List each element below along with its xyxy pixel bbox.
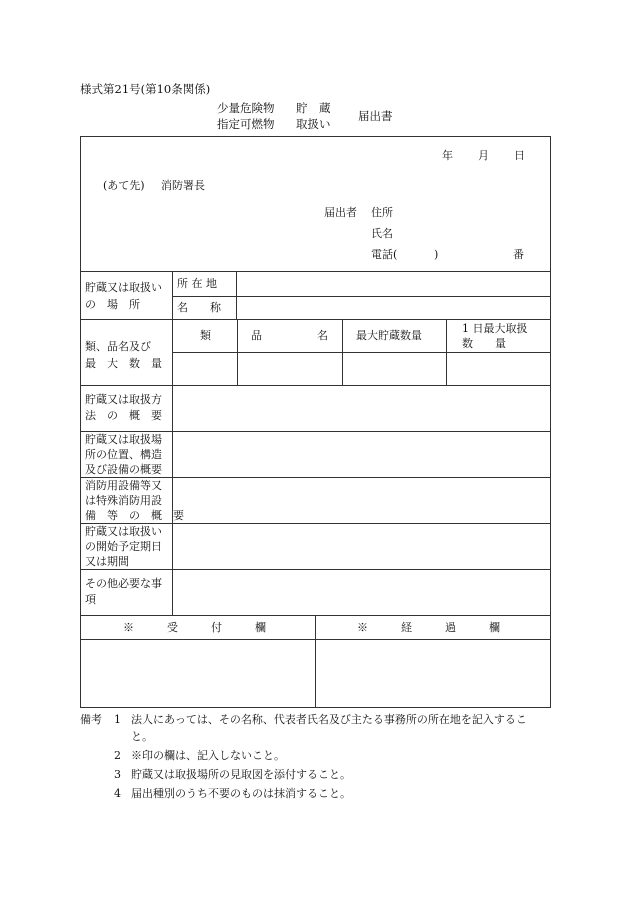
- note-2: ※印の欄は、記入しないこと。: [131, 749, 285, 762]
- notes-heading: 備考: [80, 713, 102, 726]
- facility-label-3: 及び設備の概要: [85, 463, 162, 476]
- facility-label-1: 貯蔵又は取扱場: [85, 433, 162, 446]
- col-item: 品: [251, 329, 262, 342]
- reception-field[interactable]: [81, 640, 314, 707]
- start-label-1: 貯蔵又は取扱い: [85, 525, 162, 538]
- method-label-1: 貯蔵又は取扱方: [85, 393, 162, 406]
- note-1: 法人にあっては、その名称、代表者氏名及び主たる事務所の所在地を記入するこ: [131, 713, 527, 726]
- title-type-2: 指定可燃物: [217, 117, 275, 131]
- phone-label: 電話(: [371, 248, 398, 261]
- method-label-2: 法 の 概 要: [85, 409, 162, 422]
- name-label: 氏名: [371, 227, 393, 240]
- other-label-1: その他必要な事: [85, 577, 162, 590]
- title-action-1: 貯 蔵: [296, 101, 331, 115]
- title-type-1: 少量危険物: [217, 101, 275, 115]
- col-type: 類: [200, 329, 211, 342]
- col-daily-1: 1 日最大取扱: [462, 322, 528, 335]
- date-year: 年: [442, 149, 453, 162]
- note-1-cont: と。: [131, 730, 153, 743]
- note-4: 届出種別のうち不要のものは抹消すること。: [131, 787, 351, 800]
- qty-label-2: 最 大 数 量: [85, 357, 162, 370]
- progress-header: ※ 経 過 欄: [357, 621, 500, 634]
- form-number: 様式第21号(第10条関係): [80, 82, 211, 96]
- start-label-3: 又は期間: [85, 555, 129, 568]
- submitter-label: 届出者: [324, 206, 357, 219]
- col-max-storage: 最大貯蔵数量: [356, 329, 422, 342]
- note-2-num: 2: [114, 749, 121, 762]
- title-notice: 届出書: [358, 109, 393, 123]
- phone-suffix: 番: [513, 248, 524, 261]
- phone-close: ): [434, 248, 439, 261]
- address-label: 住所: [371, 206, 393, 219]
- addressee: 消防署長: [161, 179, 205, 192]
- facility-name-label: 名 称: [177, 301, 221, 314]
- col-item-2: 名: [317, 329, 328, 342]
- facility-label-2: 所の位置、構造: [85, 448, 162, 461]
- progress-field[interactable]: [316, 640, 550, 707]
- notification-form: [80, 136, 551, 708]
- location-label: 所 在 地: [177, 277, 217, 290]
- addressee-prefix: (あて先): [103, 179, 145, 192]
- fire-label-3: 備 等 の 概 要: [85, 509, 184, 522]
- title-action-2: 取扱い: [296, 117, 331, 131]
- fire-label-2: は特殊消防用設: [85, 494, 162, 507]
- other-label-2: 項: [85, 593, 96, 606]
- note-4-num: 4: [114, 787, 121, 800]
- fire-label-1: 消防用設備等又: [85, 479, 162, 492]
- date-month: 月: [478, 149, 489, 162]
- reception-header: ※ 受 付 欄: [123, 621, 266, 634]
- qty-label-1: 類、品名及び: [85, 340, 151, 353]
- place-label-1: 貯蔵又は取扱い: [85, 281, 162, 294]
- note-3-num: 3: [114, 768, 121, 781]
- col-daily-2: 数 量: [462, 337, 506, 350]
- date-day: 日: [514, 149, 525, 162]
- place-label-2: の 場 所: [85, 298, 140, 311]
- start-label-2: の開始予定期日: [85, 540, 162, 553]
- note-3: 貯蔵又は取扱場所の見取図を添付すること。: [131, 768, 351, 781]
- note-1-num: 1: [114, 713, 121, 726]
